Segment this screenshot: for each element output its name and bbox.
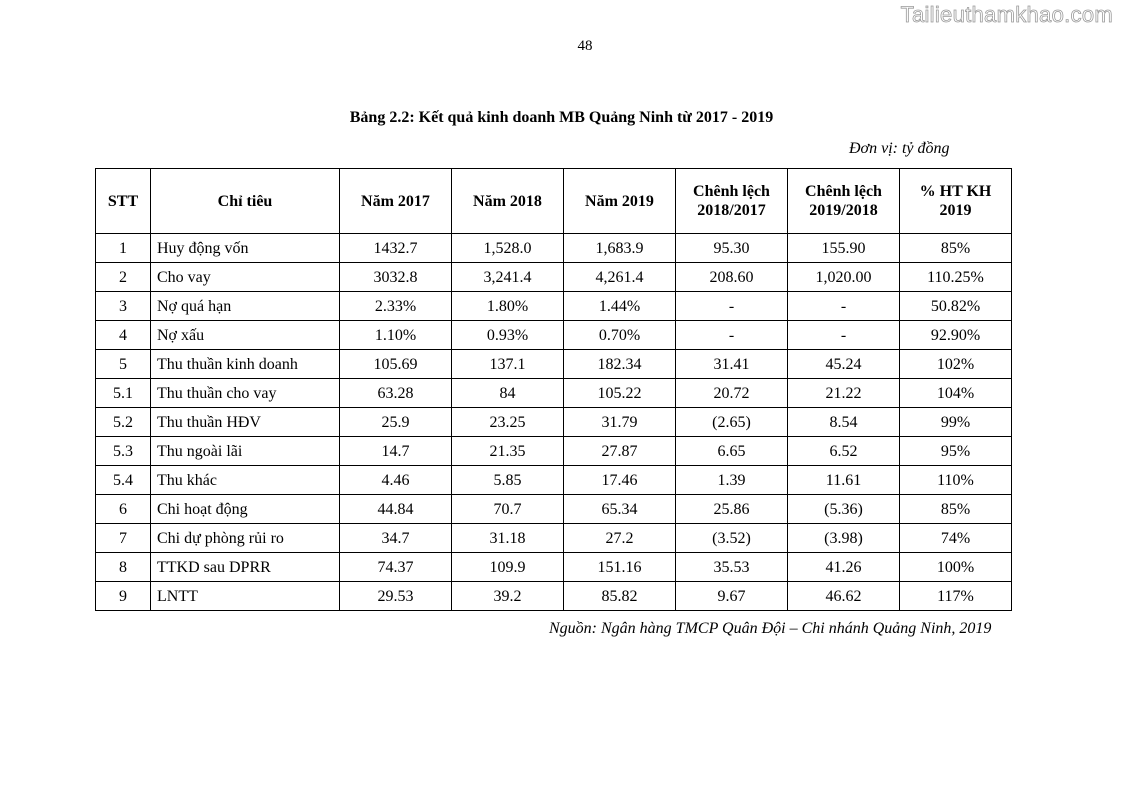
indicator-name-cell: Cho vay [151, 263, 340, 292]
value-cell: (5.36) [788, 495, 900, 524]
table-row [96, 437, 1012, 466]
value-cell: 110.25% [900, 263, 1012, 292]
table-row [96, 408, 1012, 437]
value-cell: 151.16 [564, 553, 676, 582]
row-index-cell: 5.1 [96, 379, 151, 408]
indicator-name-cell: Thu thuần kinh doanh [151, 350, 340, 379]
column-header: Chênh lệch 2018/2017 [676, 169, 788, 234]
value-cell: 105.69 [340, 350, 452, 379]
value-cell: 1,020.00 [788, 263, 900, 292]
indicator-name-cell: TTKD sau DPRR [151, 553, 340, 582]
value-cell: 102% [900, 350, 1012, 379]
value-cell: - [676, 321, 788, 350]
row-index-cell: 8 [96, 553, 151, 582]
row-index-cell: 4 [96, 321, 151, 350]
value-cell: 3,241.4 [452, 263, 564, 292]
table-body [96, 234, 1012, 611]
row-index-cell: 9 [96, 582, 151, 611]
value-cell: 74.37 [340, 553, 452, 582]
table-row [96, 321, 1012, 350]
value-cell: 23.25 [452, 408, 564, 437]
value-cell: 9.67 [676, 582, 788, 611]
value-cell: 74% [900, 524, 1012, 553]
value-cell: 1.39 [676, 466, 788, 495]
value-cell: 0.70% [564, 321, 676, 350]
table-row [96, 379, 1012, 408]
value-cell: 0.93% [452, 321, 564, 350]
value-cell: 110% [900, 466, 1012, 495]
indicator-name-cell: Nợ quá hạn [151, 292, 340, 321]
column-header: Năm 2018 [452, 169, 564, 234]
row-index-cell: 7 [96, 524, 151, 553]
row-index-cell: 5.3 [96, 437, 151, 466]
table-row [96, 495, 1012, 524]
value-cell: 1,528.0 [452, 234, 564, 263]
table-row [96, 582, 1012, 611]
value-cell: 35.53 [676, 553, 788, 582]
watermark-text: Tailieuthamkhao.com [900, 2, 1113, 27]
value-cell: 4.46 [340, 466, 452, 495]
indicator-name-cell: Thu khác [151, 466, 340, 495]
value-cell: 85% [900, 234, 1012, 263]
value-cell: 92.90% [900, 321, 1012, 350]
value-cell: 21.22 [788, 379, 900, 408]
business-results-table [95, 168, 1012, 611]
row-index-cell: 6 [96, 495, 151, 524]
value-cell: 85.82 [564, 582, 676, 611]
value-cell: - [788, 292, 900, 321]
value-cell: 11.61 [788, 466, 900, 495]
indicator-name-cell: Nợ xấu [151, 321, 340, 350]
value-cell: 27.87 [564, 437, 676, 466]
value-cell: 39.2 [452, 582, 564, 611]
value-cell: 5.85 [452, 466, 564, 495]
value-cell: (2.65) [676, 408, 788, 437]
value-cell: 70.7 [452, 495, 564, 524]
value-cell: 14.7 [340, 437, 452, 466]
value-cell: 20.72 [676, 379, 788, 408]
value-cell: 84 [452, 379, 564, 408]
value-cell: 105.22 [564, 379, 676, 408]
value-cell: (3.98) [788, 524, 900, 553]
value-cell: 46.62 [788, 582, 900, 611]
table-row [96, 263, 1012, 292]
table-row [96, 466, 1012, 495]
column-header: Năm 2017 [340, 169, 452, 234]
value-cell: 1.44% [564, 292, 676, 321]
column-header: Chênh lệch 2019/2018 [788, 169, 900, 234]
value-cell: 31.18 [452, 524, 564, 553]
table-row [96, 292, 1012, 321]
value-cell: 31.79 [564, 408, 676, 437]
value-cell: - [788, 321, 900, 350]
value-cell: (3.52) [676, 524, 788, 553]
value-cell: 45.24 [788, 350, 900, 379]
value-cell: 155.90 [788, 234, 900, 263]
indicator-name-cell: Thu thuần HĐV [151, 408, 340, 437]
value-cell: 208.60 [676, 263, 788, 292]
value-cell: 109.9 [452, 553, 564, 582]
value-cell: 4,261.4 [564, 263, 676, 292]
column-header: % HT KH 2019 [900, 169, 1012, 234]
header-row [96, 169, 1012, 234]
value-cell: 6.65 [676, 437, 788, 466]
row-index-cell: 1 [96, 234, 151, 263]
value-cell: 104% [900, 379, 1012, 408]
indicator-name-cell: LNTT [151, 582, 340, 611]
indicator-name-cell: Chi hoạt động [151, 495, 340, 524]
value-cell: 65.34 [564, 495, 676, 524]
value-cell: 85% [900, 495, 1012, 524]
value-cell: - [676, 292, 788, 321]
value-cell: 8.54 [788, 408, 900, 437]
indicator-name-cell: Thu ngoài lãi [151, 437, 340, 466]
value-cell: 137.1 [452, 350, 564, 379]
indicator-name-cell: Thu thuần cho vay [151, 379, 340, 408]
row-index-cell: 5 [96, 350, 151, 379]
value-cell: 17.46 [564, 466, 676, 495]
row-index-cell: 5.4 [96, 466, 151, 495]
table-title: Bảng 2.2: Kết quả kinh doanh MB Quảng Ninh từ 2017 - 2019 [349, 109, 774, 126]
indicator-name-cell: Chi dự phòng rủi ro [151, 524, 340, 553]
value-cell: 100% [900, 553, 1012, 582]
value-cell: 1.10% [340, 321, 452, 350]
value-cell: 1,683.9 [564, 234, 676, 263]
value-cell: 95.30 [676, 234, 788, 263]
value-cell: 3032.8 [340, 263, 452, 292]
source-note: Nguồn: Ngân hàng TMCP Quân Đội – Chi nhánh Quảng Ninh, 2019 [549, 620, 992, 637]
column-header: Chỉ tiêu [151, 169, 340, 234]
value-cell: 25.86 [676, 495, 788, 524]
value-cell: 44.84 [340, 495, 452, 524]
table-row [96, 553, 1012, 582]
value-cell: 63.28 [340, 379, 452, 408]
value-cell: 2.33% [340, 292, 452, 321]
value-cell: 29.53 [340, 582, 452, 611]
value-cell: 25.9 [340, 408, 452, 437]
value-cell: 50.82% [900, 292, 1012, 321]
value-cell: 95% [900, 437, 1012, 466]
row-index-cell: 3 [96, 292, 151, 321]
table-row [96, 234, 1012, 263]
value-cell: 31.41 [676, 350, 788, 379]
indicator-name-cell: Huy động vốn [151, 234, 340, 263]
value-cell: 99% [900, 408, 1012, 437]
column-header: STT [96, 169, 151, 234]
value-cell: 34.7 [340, 524, 452, 553]
column-header: Năm 2019 [564, 169, 676, 234]
value-cell: 1.80% [452, 292, 564, 321]
row-index-cell: 2 [96, 263, 151, 292]
value-cell: 6.52 [788, 437, 900, 466]
value-cell: 1432.7 [340, 234, 452, 263]
value-cell: 117% [900, 582, 1012, 611]
value-cell: 27.2 [564, 524, 676, 553]
table-header [96, 169, 1012, 234]
value-cell: 182.34 [564, 350, 676, 379]
value-cell: 21.35 [452, 437, 564, 466]
unit-note: Đơn vị: tỷ đồng [849, 140, 950, 157]
row-index-cell: 5.2 [96, 408, 151, 437]
table-row [96, 524, 1012, 553]
table-row [96, 350, 1012, 379]
page-number: 48 [577, 38, 593, 54]
value-cell: 41.26 [788, 553, 900, 582]
